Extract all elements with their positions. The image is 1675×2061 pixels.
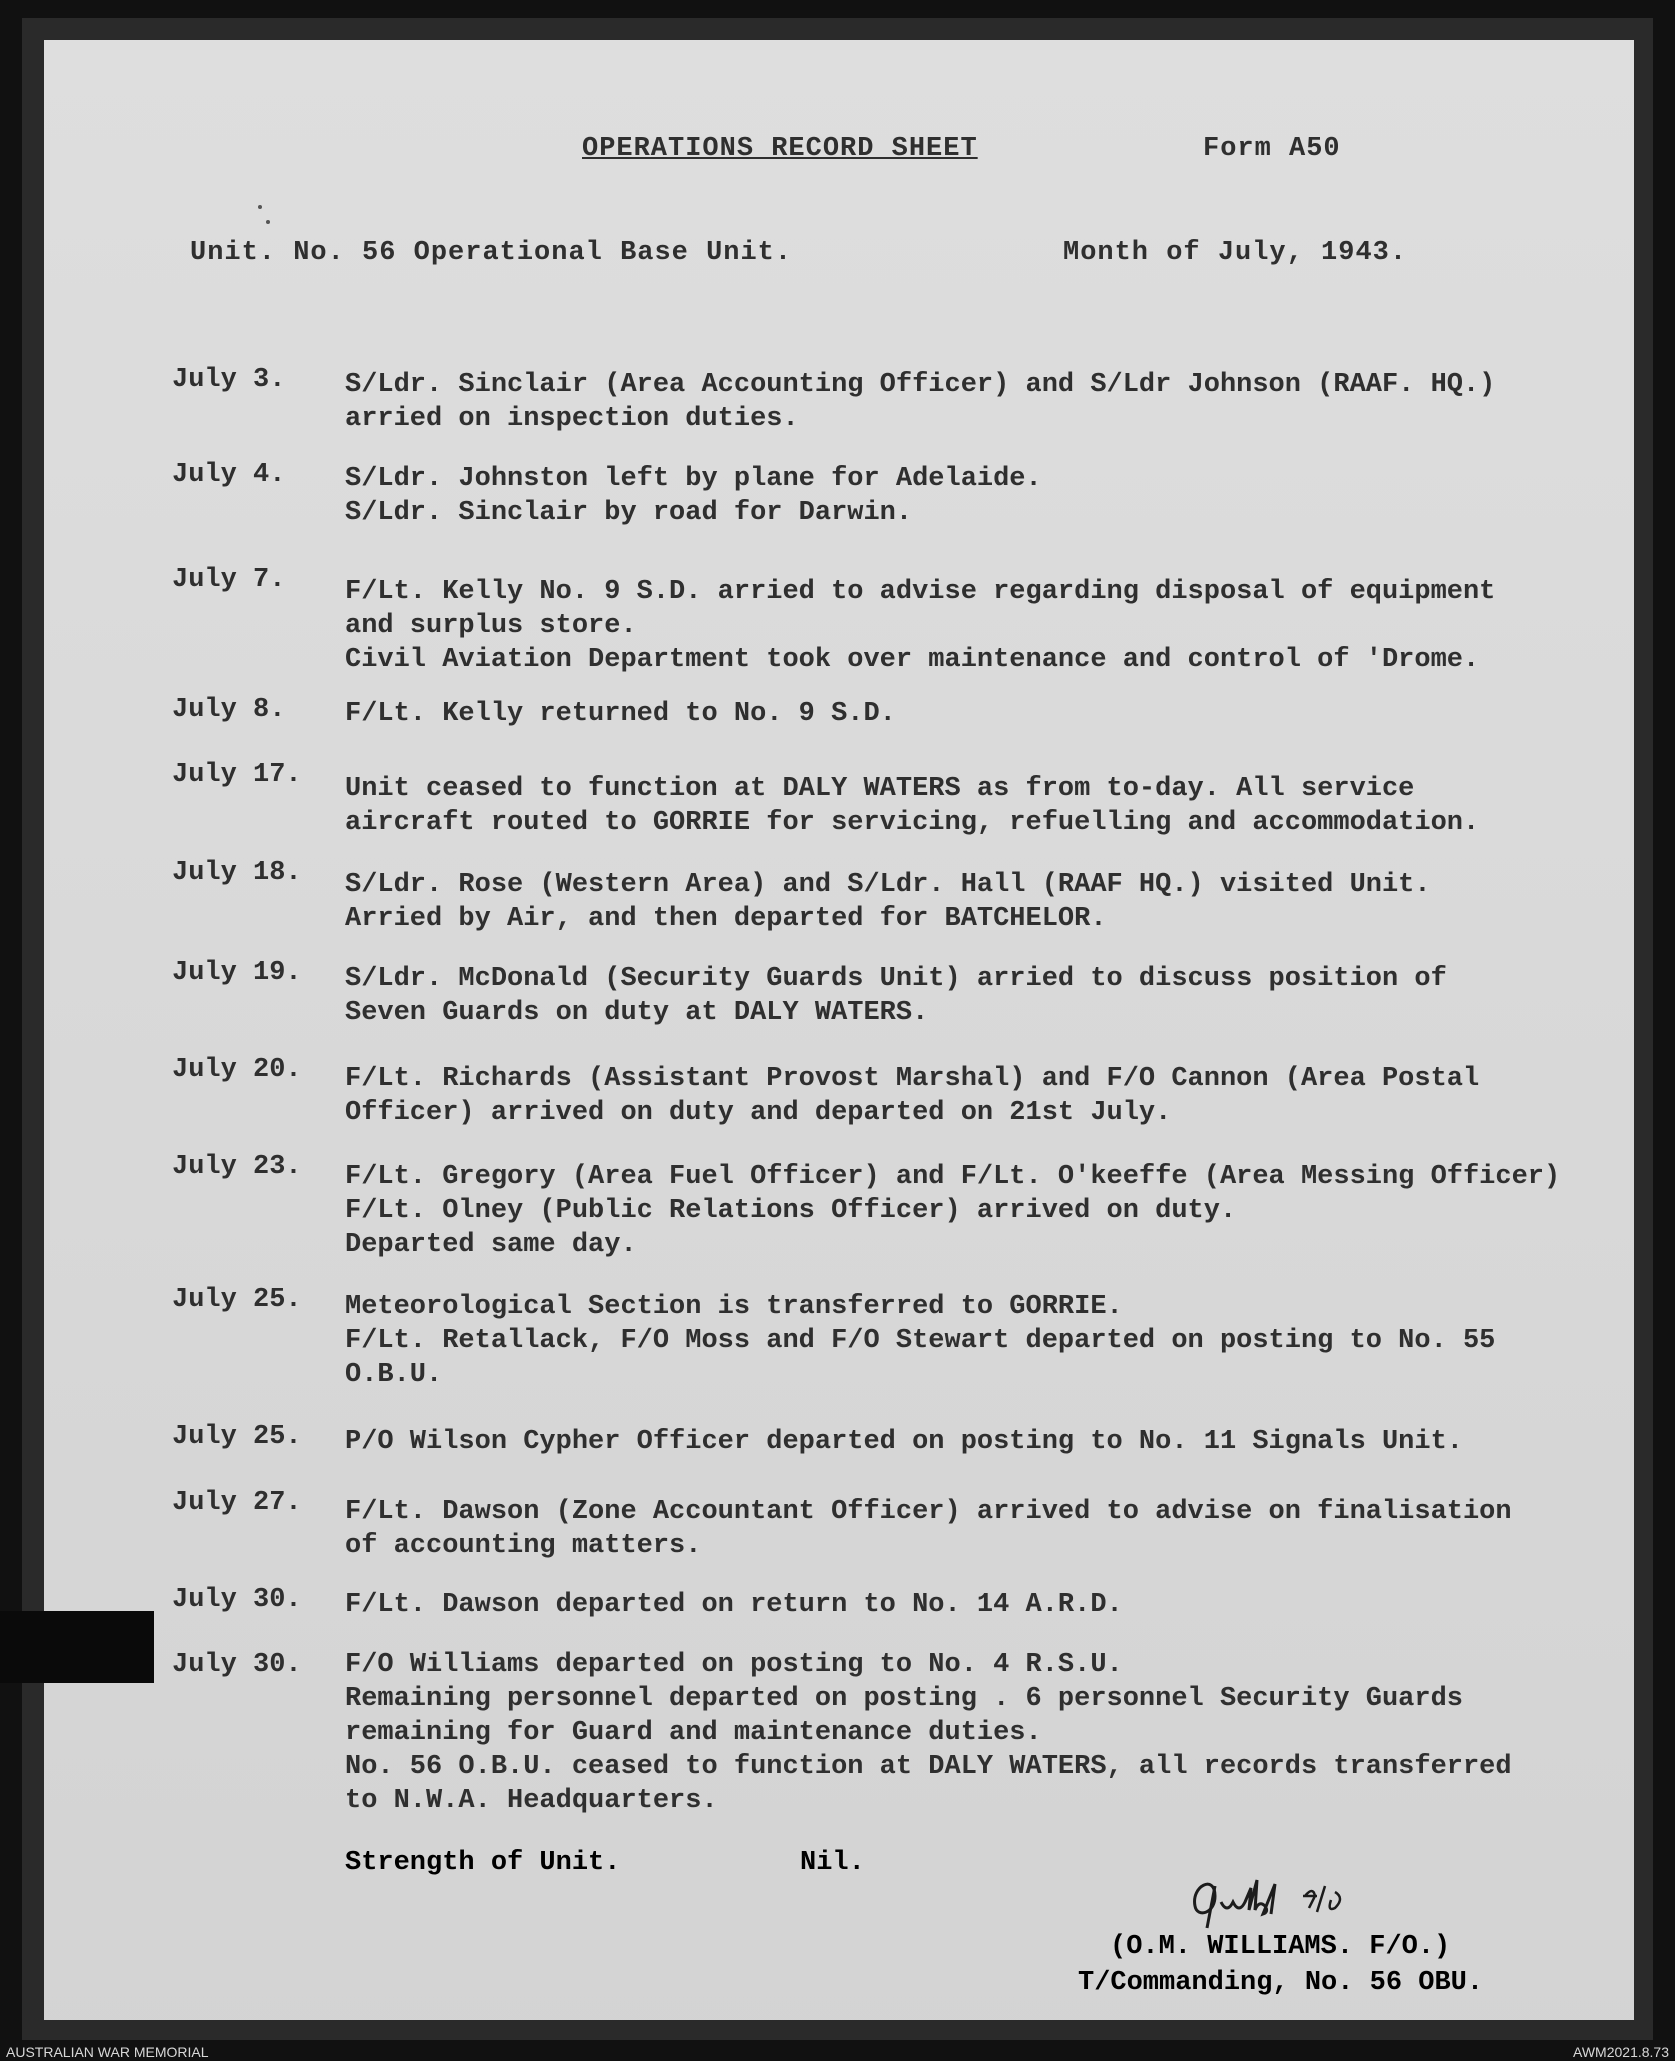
entry-line: of accounting matters.: [345, 1531, 702, 1561]
entry-text: [345, 1588, 1123, 1622]
entry-line: Civil Aviation Department took over maintenance and control of 'Drome.: [345, 645, 1480, 675]
entry-line: S/Ldr. Sinclair by road for Darwin.: [345, 498, 913, 528]
entry-line: F/O Williams departed on posting to No. 4 R.S.U.: [345, 1650, 1123, 1680]
strength-label: Strength of Unit.: [345, 1848, 621, 1878]
entry-line: S/Ldr. Johnston left by plane for Adelaide.: [345, 464, 1042, 494]
footer-institution: AUSTRALIAN WAR MEMORIAL: [6, 2044, 209, 2060]
month-line: Month of July, 1943.: [1063, 238, 1408, 268]
unit-line: Unit. No. 56 Operational Base Unit.: [190, 238, 793, 268]
entry-text: [345, 1290, 1495, 1392]
entry-line: aircraft routed to GORRIE for servicing, refuelling and accommodation.: [345, 808, 1480, 838]
entry-line: F/Lt. Dawson departed on return to No. 14 A.R.D.: [345, 1590, 1123, 1620]
entry-line: O.B.U.: [345, 1360, 443, 1390]
entry-text: [345, 697, 896, 731]
entry-line: Officer) arrived on duty and departed on 21st July.: [345, 1098, 1172, 1128]
entry-text: [345, 368, 1495, 436]
entry-text: [345, 1160, 1560, 1262]
entry-text: [345, 962, 1447, 1030]
entry-date: July 25.: [172, 1422, 302, 1452]
entry-line: to N.W.A. Headquarters.: [345, 1786, 718, 1816]
entry-line: Unit ceased to function at DALY WATERS as from to-day. All service: [345, 774, 1415, 804]
entry-line: S/Ldr. McDonald (Security Guards Unit) arried to discuss position of: [345, 964, 1447, 994]
entry-date: July 17.: [172, 760, 302, 790]
entry-line: F/Lt. Retallack, F/O Moss and F/O Stewart departed on posting to No. 55: [345, 1326, 1496, 1356]
entry-line: No. 56 O.B.U. ceased to function at DALY WATERS, all records transferred: [345, 1752, 1512, 1782]
sheet-title: OPERATIONS RECORD SHEET: [582, 134, 978, 164]
entry-line: F/Lt. Gregory (Area Fuel Officer) and F/Lt. O'keeffe (Area Messing Officer): [345, 1162, 1561, 1192]
entry-line: F/Lt. Olney (Public Relations Officer) arrived on duty.: [345, 1196, 1237, 1226]
ink-speck: [266, 220, 270, 224]
entry-line: and surplus store.: [345, 611, 637, 641]
entry-line: F/Lt. Kelly No. 9 S.D. arried to advise regarding disposal of equipment: [345, 577, 1496, 607]
entry-text: [345, 868, 1431, 936]
entry-line: Departed same day.: [345, 1230, 637, 1260]
entry-date: July 27.: [172, 1488, 302, 1518]
entry-date: July 7.: [172, 565, 286, 595]
entry-line: F/Lt. Richards (Assistant Provost Marshal) and F/O Cannon (Area Postal: [345, 1064, 1480, 1094]
entry-date: July 19.: [172, 958, 302, 988]
entry-line: S/Ldr. Rose (Western Area) and S/Ldr. Hall (RAAF HQ.) visited Unit.: [345, 870, 1431, 900]
entry-line: Seven Guards on duty at DALY WATERS.: [345, 998, 929, 1028]
entry-line: F/Lt. Kelly returned to No. 9 S.D.: [345, 699, 896, 729]
entry-date: July 8.: [172, 695, 286, 725]
entry-line: Remaining personnel departed on posting . 6 personnel Security Guards: [345, 1684, 1463, 1714]
handwritten-signature: [1185, 1866, 1485, 1936]
strength-value: Nil.: [800, 1848, 865, 1878]
signatory-name: (O.M. WILLIAMS. F/O.): [1110, 1932, 1451, 1962]
entry-date: July 20.: [172, 1055, 302, 1085]
entry-text: [345, 1425, 1463, 1459]
entry-date: July 18.: [172, 858, 302, 888]
signatory-role: T/Commanding, No. 56 OBU.: [1078, 1968, 1484, 1998]
entry-line: F/Lt. Dawson (Zone Accountant Officer) arrived to advise on finalisation: [345, 1497, 1512, 1527]
footer-reference: AWM2021.8.73: [1573, 2044, 1669, 2060]
entry-date: July 23.: [172, 1152, 302, 1182]
ink-speck: [258, 205, 262, 209]
entry-line: S/Ldr. Sinclair (Area Accounting Officer) and S/Ldr Johnson (RAAF. HQ.): [345, 370, 1496, 400]
entry-date: July 3.: [172, 365, 286, 395]
entry-date: July 25.: [172, 1285, 302, 1315]
redaction-block: [0, 1611, 154, 1683]
entry-line: Meteorological Section is transferred to GORRIE.: [345, 1292, 1123, 1322]
form-number: Form A50: [1203, 134, 1341, 164]
entry-text: [345, 772, 1479, 840]
entry-date: July 30.: [172, 1585, 302, 1615]
entry-text: [345, 575, 1495, 677]
entry-line: P/O Wilson Cypher Officer departed on posting to No. 11 Signals Unit.: [345, 1427, 1463, 1457]
entry-text: [345, 462, 1042, 530]
entry-line: remaining for Guard and maintenance duties.: [345, 1718, 1042, 1748]
entry-date: July 30.: [172, 1650, 302, 1680]
entry-line: arried on inspection duties.: [345, 404, 799, 434]
entry-text: [345, 1495, 1512, 1563]
entry-line: Arried by Air, and then departed for BATCHELOR.: [345, 904, 1107, 934]
entry-text: [345, 1648, 1512, 1818]
entry-date: July 4.: [172, 460, 286, 490]
entry-text: [345, 1062, 1479, 1130]
